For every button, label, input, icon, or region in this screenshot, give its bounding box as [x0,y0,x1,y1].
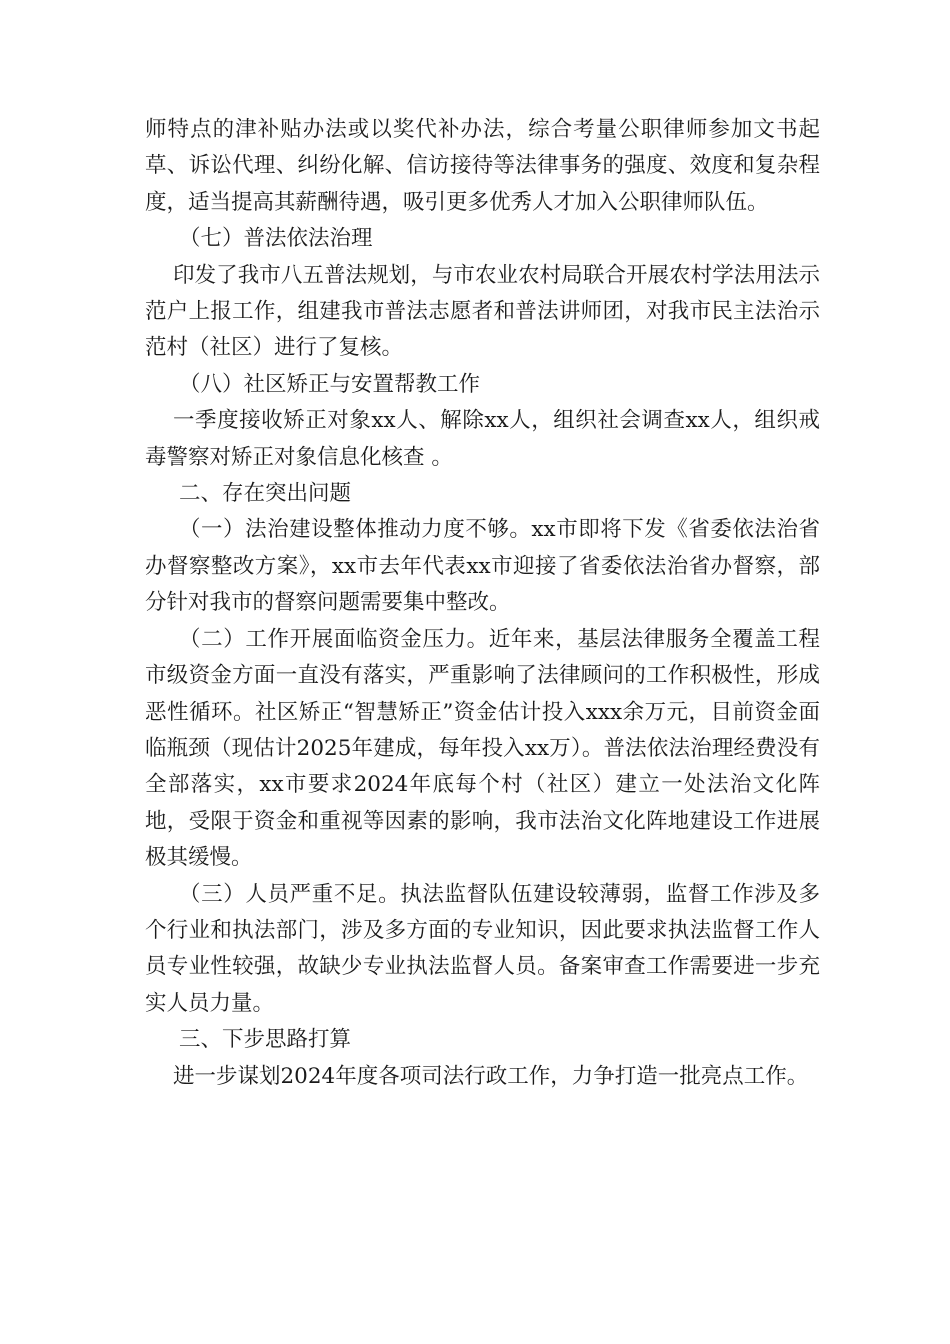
paragraph-next-steps: 进一步谋划2024年度各项司法行政工作，力争打造一批亮点工作。 [173,1063,809,1089]
paragraph-legal-education: 印发了我市八五普法规划，与市农业农村局联合开展农村学法用法示范户上报工作，组建我市普法志愿者和普法讲师团，对我市民主法治示范村（社区）进行了复核。 [145,262,820,361]
paragraph-problem-staffing: （三）人员严重不足。执法监督队伍建设较薄弱，监督工作涉及多个行业和执法部门，涉及多方面的专业知识，因此要求执法监督工作人员专业性较强，故缺少专业执法监督人员。备案审查工作需要进一步充实人员力量。 [145,881,820,1016]
document-page [145,112,820,1095]
heading-community-correction: （八）社区矫正与安置帮教工作 [179,371,481,397]
paragraph-problem-funding: （二）工作开展面临资金压力。近年来，基层法律服务全覆盖工程市级资金方面一直没有落实，严重影响了法律顾问的工作积极性，形成恶性循环。社区矫正“智慧矫正”资金估计投入xxx余万元，目前资金面临瓶颈（现估计2025年建成，每年投入xx万）。普法依法治理经费没有全部落实，xx市要求2024年底每个村（社区）建立一处法治文化阵地，受限于资金和重视等因素的影响，我市法治文化阵地建设工作进展极其缓慢。 [145,626,820,871]
paragraph-problem-promotion: （一）法治建设整体推动力度不够。xx市即将下发《省委依法治省办督察整改方案》，xx市去年代表xx市迎接了省委依法治省办督察，部分针对我市的督察问题需要集中整改。 [145,517,820,616]
heading-next-steps: 三、下步思路打算 [179,1027,352,1053]
paragraph-lawyer-compensation: 师特点的津补贴办法或以奖代补办法，综合考量公职律师参加文书起草、诉讼代理、纠纷化解、信访接待等法律事务的强度、效度和复杂程度，适当提高其薪酬待遇，吸引更多优秀人才加入公职律师队伍。 [145,117,820,215]
heading-problems: 二、存在突出问题 [179,481,352,507]
heading-legal-education: （七）普法依法治理 [179,226,373,252]
paragraph-community-correction: 一季度接收矫正对象xx人、解除xx人，组织社会调查xx人，组织戒毒警察对矫正对象信息化核查 。 [145,408,820,470]
